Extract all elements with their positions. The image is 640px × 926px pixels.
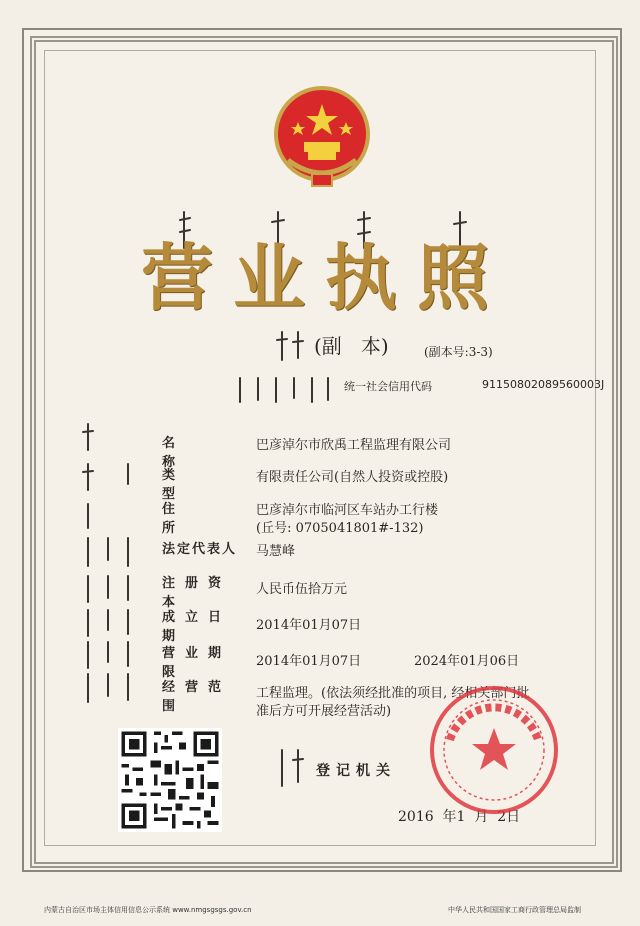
mongolian-field-labels	[80, 420, 150, 710]
field-label-term	[162, 642, 250, 680]
national-emblem-icon	[268, 82, 376, 190]
footer-right-text: 中华人民共和国国家工商行政管理总局监制	[448, 906, 581, 914]
copy-label: (副 本)	[314, 334, 389, 358]
field-label-capital	[162, 572, 250, 610]
registration-authority-label: 登记机关	[316, 763, 396, 779]
document-title: 营业执照	[140, 235, 509, 320]
field-label-text: 经营范围	[162, 680, 232, 714]
field-value-scope-line2: 准后方可开展经营活动)	[256, 704, 392, 719]
field-value-address: 巴彦淖尔市临河区车站办工行楼	[256, 503, 439, 518]
mongolian-credit-code-script	[234, 376, 334, 404]
field-label-text: 法定代表人	[162, 542, 238, 557]
official-seal-icon	[424, 680, 564, 820]
field-label-type	[162, 464, 250, 502]
field-value-founded: 2014年01月07日	[256, 618, 362, 633]
field-value-address-line2: (丘号: 0705041801#-132)	[256, 521, 424, 536]
mongolian-copy-script	[274, 330, 314, 362]
qr-code-icon	[118, 728, 222, 832]
credit-code-label: 统一社会信用代码	[344, 380, 432, 393]
field-label-text: 成立日期	[162, 610, 232, 644]
field-label-legal-rep	[162, 538, 250, 557]
field-label-text: 名称	[162, 436, 230, 470]
field-label-text: 住所	[162, 502, 230, 536]
field-label-text: 营业期限	[162, 646, 232, 680]
field-label-text: 注册资本	[162, 576, 232, 610]
field-label-founded	[162, 606, 250, 644]
field-label-address	[162, 498, 250, 536]
field-value-legal-rep: 马慧峰	[256, 544, 296, 559]
mongolian-authority-script	[276, 748, 312, 788]
field-value-name: 巴彦淖尔市欣禹工程监理有限公司	[256, 438, 452, 453]
field-value-term-start: 2014年01月07日	[256, 654, 362, 669]
footer-left-text: 内蒙古自治区市场主体信用信息公示系统 www.nmgsgsgs.gov.cn	[44, 906, 252, 914]
field-value-scope: 工程监理。(依法须经批准的项目, 经相关部门批	[256, 686, 530, 701]
field-label-scope	[162, 676, 250, 714]
issue-date: 2016 年1 月 2日	[398, 809, 521, 825]
credit-code-value: 91150802089560003J	[482, 378, 605, 391]
field-value-capital: 人民币伍拾万元	[256, 582, 348, 597]
copy-number: (副本号:3-3)	[424, 345, 493, 359]
field-label-text: 类型	[162, 468, 230, 502]
field-value-type: 有限责任公司(自然人投资或控股)	[256, 470, 449, 485]
field-value-term-end: 2024年01月06日	[414, 654, 520, 669]
